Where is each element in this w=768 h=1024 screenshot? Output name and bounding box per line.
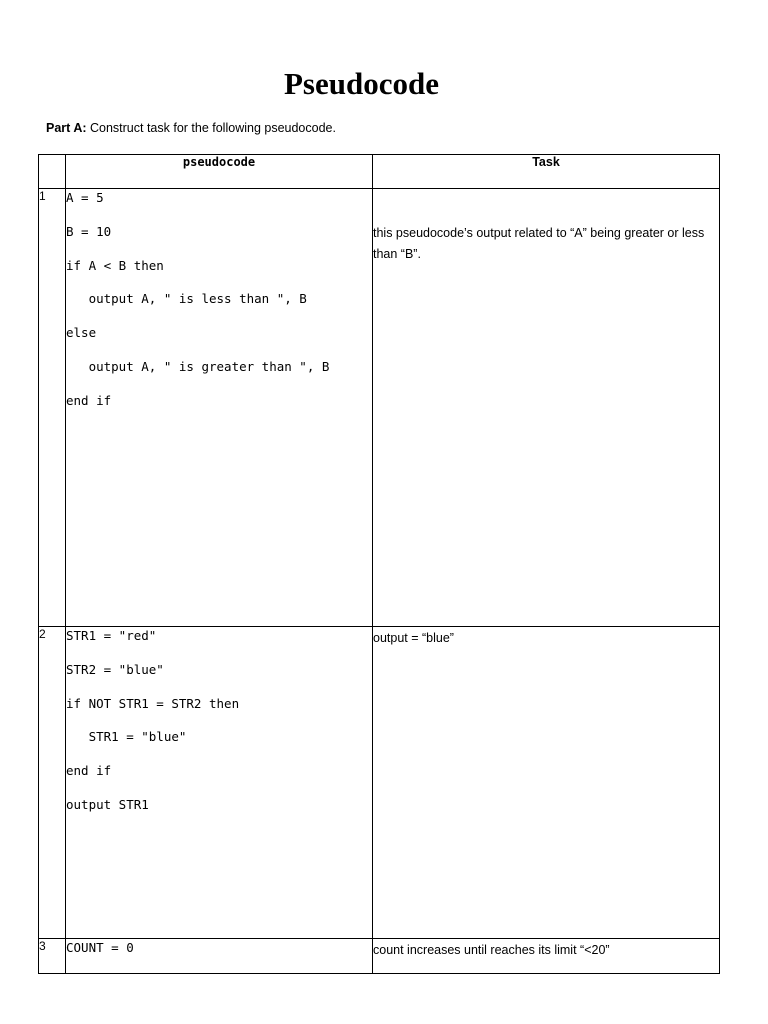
document-title: Pseudocode	[284, 66, 439, 101]
task-cell	[373, 627, 720, 939]
code-line: end if	[66, 763, 112, 779]
task-cell	[373, 189, 720, 627]
code-line: A = 5	[66, 190, 104, 205]
intro-label: Part A:	[46, 121, 87, 135]
code-line: STR1 = "red"	[66, 628, 157, 643]
code-line: STR1 = "blue"	[66, 729, 187, 745]
intro-text: Construct task for the following pseudocode.	[86, 121, 336, 135]
row-number: 1	[39, 189, 66, 627]
code-line: end if	[66, 392, 112, 408]
row-number: 3	[39, 939, 66, 974]
intro-paragraph	[46, 119, 336, 137]
task-text: output = “blue”	[373, 631, 454, 645]
code-line: B = 10	[66, 223, 112, 239]
row-number: 2	[39, 627, 66, 939]
pseudocode-cell	[66, 627, 373, 939]
table-row	[39, 627, 720, 939]
header-pseudocode: pseudocode	[66, 155, 373, 189]
header-task: Task	[373, 155, 720, 189]
table-row	[39, 939, 720, 974]
code-line: output A, " is greater than ", B	[66, 358, 330, 374]
table-row	[39, 189, 720, 627]
code-line: COUNT = 0	[66, 940, 134, 955]
task-text: this pseudocode’s output related to “A” being greater or less than “B”.	[373, 226, 708, 261]
code-line: output A, " is less than ", B	[66, 291, 307, 307]
code-line: STR2 = "blue"	[66, 661, 164, 677]
pseudocode-cell	[66, 189, 373, 627]
header-number	[39, 155, 66, 189]
code-line: if NOT STR1 = STR2 then	[66, 695, 240, 711]
pseudocode-cell	[66, 939, 373, 974]
code-line: if A < B then	[66, 257, 164, 273]
task-cell	[373, 939, 720, 974]
code-line: else	[66, 325, 97, 341]
code-line: output STR1	[66, 796, 149, 812]
table-header-row	[39, 155, 720, 189]
pseudocode-task-table	[38, 154, 720, 974]
task-text: count increases until reaches its limit “<20”	[373, 943, 610, 957]
